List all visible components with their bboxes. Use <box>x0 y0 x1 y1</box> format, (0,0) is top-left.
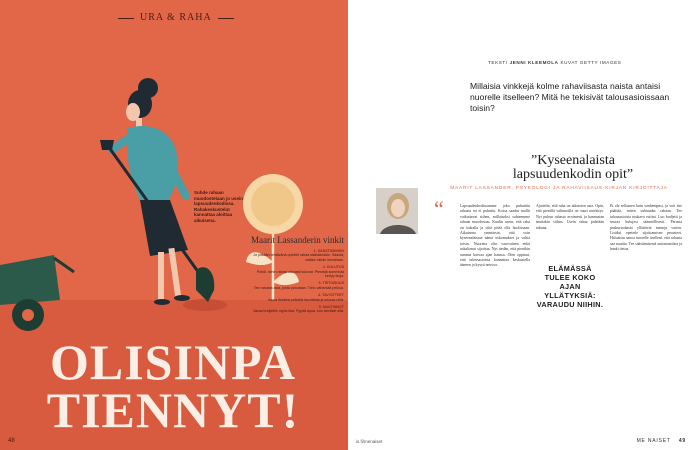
tip-3-number: 3. TIETOISUUS <box>318 281 344 286</box>
tip-1-number: 1. SÄÄSTÄMINEN <box>313 249 344 253</box>
credits-images: KUVAT GETTY IMAGES <box>560 60 622 65</box>
tip-2-number: 2. KULUTUS <box>322 265 344 270</box>
tips-sidebar <box>248 235 344 314</box>
tip-5-number: 5. NAUTINNOT <box>318 305 344 310</box>
credits <box>488 60 621 65</box>
tip-3-text: Tee rahasta asia, josta puhutaan. Tieto vähentää pelkoa. <box>253 285 344 290</box>
section-byline: MAARIT LASSANDER, PSYKOLOGI JA RAHAVIISAUS-KIRJAN KIRJOITTAJA <box>450 186 668 191</box>
main-title-line-1: OLISINPA <box>49 334 296 390</box>
right-page <box>348 0 696 450</box>
tip-2-text: Pohdi, mihin rahasi oikeasti kuluvat. Pienistä summista kertyy isoja. <box>256 269 344 279</box>
tip-1-text: Jo pitkään tehtävänä opetteli rahaa säästämään. Säästä, vaikka vähän kerrallaan. <box>253 253 344 262</box>
footer-brand <box>637 438 686 444</box>
footer-url: is.fi/menaiset <box>356 439 383 444</box>
tip-5-text: Varaa budjettiin myös iloa. Pyydä apua, kun tarvitset sitä. <box>253 309 344 314</box>
tips-title: Maarit Lassanderin vinkit <box>251 235 344 245</box>
tips-list <box>248 249 344 314</box>
wheelbarrow-icon <box>0 255 74 331</box>
portrait-icon <box>376 188 418 234</box>
pull-quote: ELÄMÄSSÄ TULEE KOKO AJAN YLLÄTYKSIÄ: VARAUDU NIIHIN. <box>536 264 604 309</box>
section-label: URA & RAHA <box>140 12 212 23</box>
main-title-line-2: TIENNYT! <box>46 382 300 438</box>
body-column-2: Ajattelin, että raha on aikuisten asia. Opin, että pienillä valinnoilla on suuri merkitys. Nyt puhun rahasta avoimesti ja kannustan muitakin siihen. Usein rahaa pidetään tabuna. <box>536 204 604 230</box>
main-title <box>8 334 338 438</box>
section-headline: ”Kyseenalaista lapsuudenkodin opit” <box>512 153 634 182</box>
article-lede: Millaisia vinkkejä kolme rahaviisasta naista antaisi nuorelle itselleen? Mitä he tekisivät talousasioissaan toisin? <box>470 81 670 113</box>
footer-brand-name: ME NAISET <box>636 438 671 444</box>
credits-author: JENNI KLEEMOLA <box>509 60 559 65</box>
tip-4-number: 4. TAVOITTEET <box>318 293 344 298</box>
credits-label: TEKSTI <box>488 60 508 65</box>
body-column-3: Et ole sellainen kuin vanhempasi, ja voit itse päättää, miten suhtaudut rahaan. Tee talousasioista mukava rutiini. Luo budjetti ja seuraa kulujasi säännöllisesti. Perusta puskurirahasto yllättäviä menoja varten. Lisäksi opettele sijoittamisen perusteet. Haluaisin sanoa nuorelle itselleni, että rahasta saa nauttia. Tee säästämisestä automaattista ja hanki tietoa. <box>610 204 682 252</box>
tip-4-text: Aseta itsellesi selkeitä tavoitteita ja seuraa niitä. <box>268 297 344 302</box>
page-number-left: 48 <box>8 438 15 444</box>
body-column-1: Lapsuudenkodissamme joko puhuttiin rahasta tai ei puhuttu. Kotoa saadut mallit vaikuttavat siihen, millaiseksi suhteemme rahaan muodostuu. Kuulin usein, että raha on tiukalla ja siitä pitää olla huolissaan. Aikuisena ymmärsin, että voin kyseenalaistaa nämä uskomukset ja valita toisin. Nuorena olin varovainen enkä uskaltanut sijoittaa. Nyt tiedän, että pienikin summa kasvaa ajan kanssa. Olen oppinut, että talousasioista kannattaa keskustella ääneen ja kysyä neuvoa. <box>460 204 530 268</box>
portrait-photo <box>376 188 418 234</box>
page-number-right: 49 <box>678 438 686 444</box>
quote-mark-icon: “ <box>434 196 444 221</box>
illustration-caption: Suhde rahaan muodostetaan jo usein lapsuudenkodissa. Rahakeskustelut kannattaa aloittaa aikuisena. <box>194 190 244 223</box>
